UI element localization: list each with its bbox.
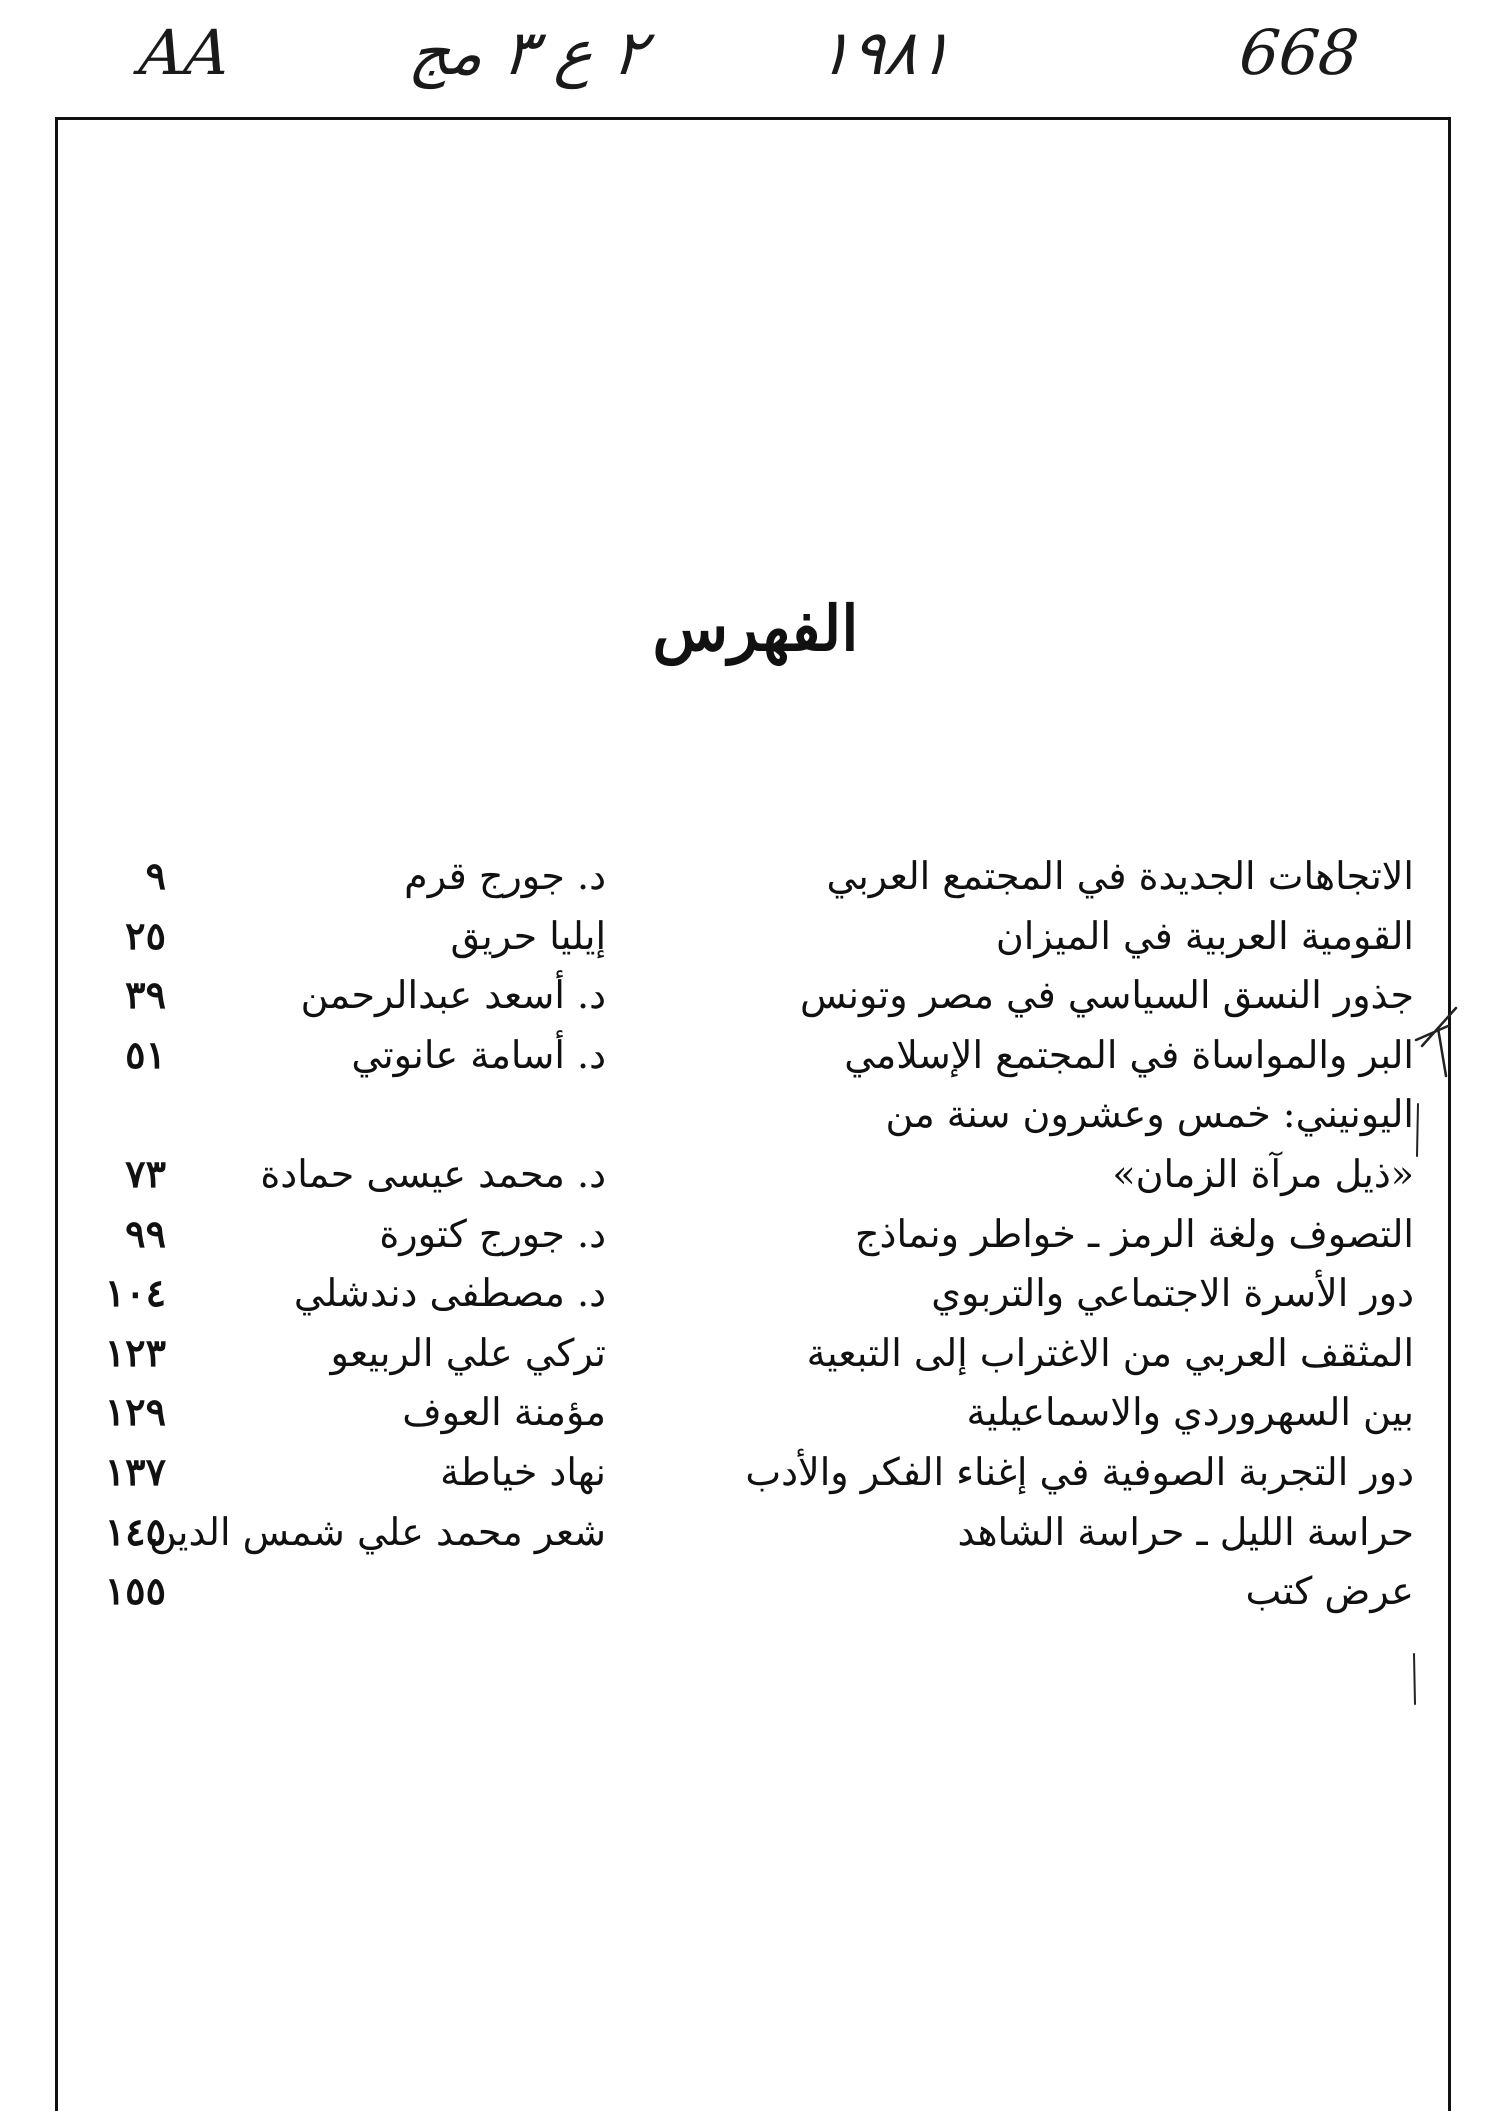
toc-page-number: ٣٩ <box>125 972 166 1017</box>
toc-article-title: دور التجربة الصوفية في إغناء الفكر والأدب <box>745 1450 1414 1494</box>
toc-article-title: «ذيل مرآة الزمان» <box>1112 1152 1414 1196</box>
toc-row <box>0 908 1511 964</box>
toc-row <box>0 1146 1511 1202</box>
toc-author: إيليا حريق <box>450 914 606 958</box>
toc-author: د. جورج كتورة <box>379 1212 606 1256</box>
handwritten-volume-issue: ٢ ع ٣ مج <box>406 16 650 89</box>
toc-row <box>0 1027 1511 1083</box>
toc-row <box>0 1384 1511 1440</box>
toc-article-title: جذور النسق السياسي في مصر وتونس <box>799 973 1414 1017</box>
toc-article-title: القومية العربية في الميزان <box>995 914 1414 958</box>
toc-author: د. مصطفى دندشلي <box>293 1271 606 1315</box>
handwritten-number: 668 <box>1236 16 1363 89</box>
toc-page-number: ٩ <box>145 853 166 898</box>
toc-row <box>0 967 1511 1023</box>
toc-row <box>0 1444 1511 1500</box>
toc-article-title: دور الأسرة الاجتماعي والتربوي <box>931 1271 1414 1315</box>
toc-page-number: ١٢٣ <box>104 1330 166 1375</box>
toc-author: د. أسامة عانوتي <box>351 1033 606 1077</box>
toc-page-number: ١٤٥ <box>104 1509 166 1554</box>
toc-author: د. محمد عيسى حمادة <box>260 1152 606 1196</box>
toc-page-number: ٢٥ <box>125 913 166 958</box>
toc-author: مؤمنة العوف <box>402 1390 606 1434</box>
toc-page-number: ١٢٩ <box>104 1389 166 1434</box>
toc-author: شعر محمد علي شمس الدين <box>148 1510 606 1554</box>
toc-author: تركي علي الربيعو <box>330 1331 606 1375</box>
toc-row <box>0 1206 1511 1262</box>
toc-article-title: التصوف ولغة الرمز ـ خواطر ونماذج <box>855 1212 1414 1256</box>
toc-page-number: ٩٩ <box>125 1211 166 1256</box>
toc-page-number: ١٠٤ <box>104 1270 166 1315</box>
toc-article-title: المثقف العربي من الاغتراب إلى التبعية <box>806 1331 1414 1375</box>
toc-page-number: ٥١ <box>125 1032 166 1077</box>
toc-article-title: بين السهروردي والاسماعيلية <box>966 1390 1414 1434</box>
toc-page-number: ١٥٥ <box>104 1568 166 1613</box>
handwritten-year: ١٩٨١ <box>814 16 956 89</box>
toc-author: د. أسعد عبدالرحمن <box>300 973 606 1017</box>
toc-row <box>0 848 1511 904</box>
handwritten-code: AA <box>136 16 234 89</box>
toc-row <box>0 1563 1511 1619</box>
toc-article-title: عرض كتب <box>1245 1569 1414 1613</box>
toc-article-title: اليونيني: خمس وعشرون سنة من <box>885 1092 1414 1136</box>
toc-article-title: حراسة الليل ـ حراسة الشاهد <box>957 1510 1414 1554</box>
toc-page-number: ٧٣ <box>125 1151 166 1196</box>
toc-row <box>0 1504 1511 1560</box>
toc-author: د. جورج قرم <box>404 854 606 898</box>
toc-article-title: البر والمواساة في المجتمع الإسلامي <box>844 1033 1414 1077</box>
toc-page-number: ١٣٧ <box>104 1449 166 1494</box>
toc-row <box>0 1325 1511 1381</box>
toc-article-title: الاتجاهات الجديدة في المجتمع العربي <box>826 854 1414 898</box>
page-title: الفهرس <box>652 592 859 665</box>
toc-author: نهاد خياطة <box>440 1450 606 1494</box>
toc-row <box>0 1086 1511 1142</box>
toc-row <box>0 1265 1511 1321</box>
